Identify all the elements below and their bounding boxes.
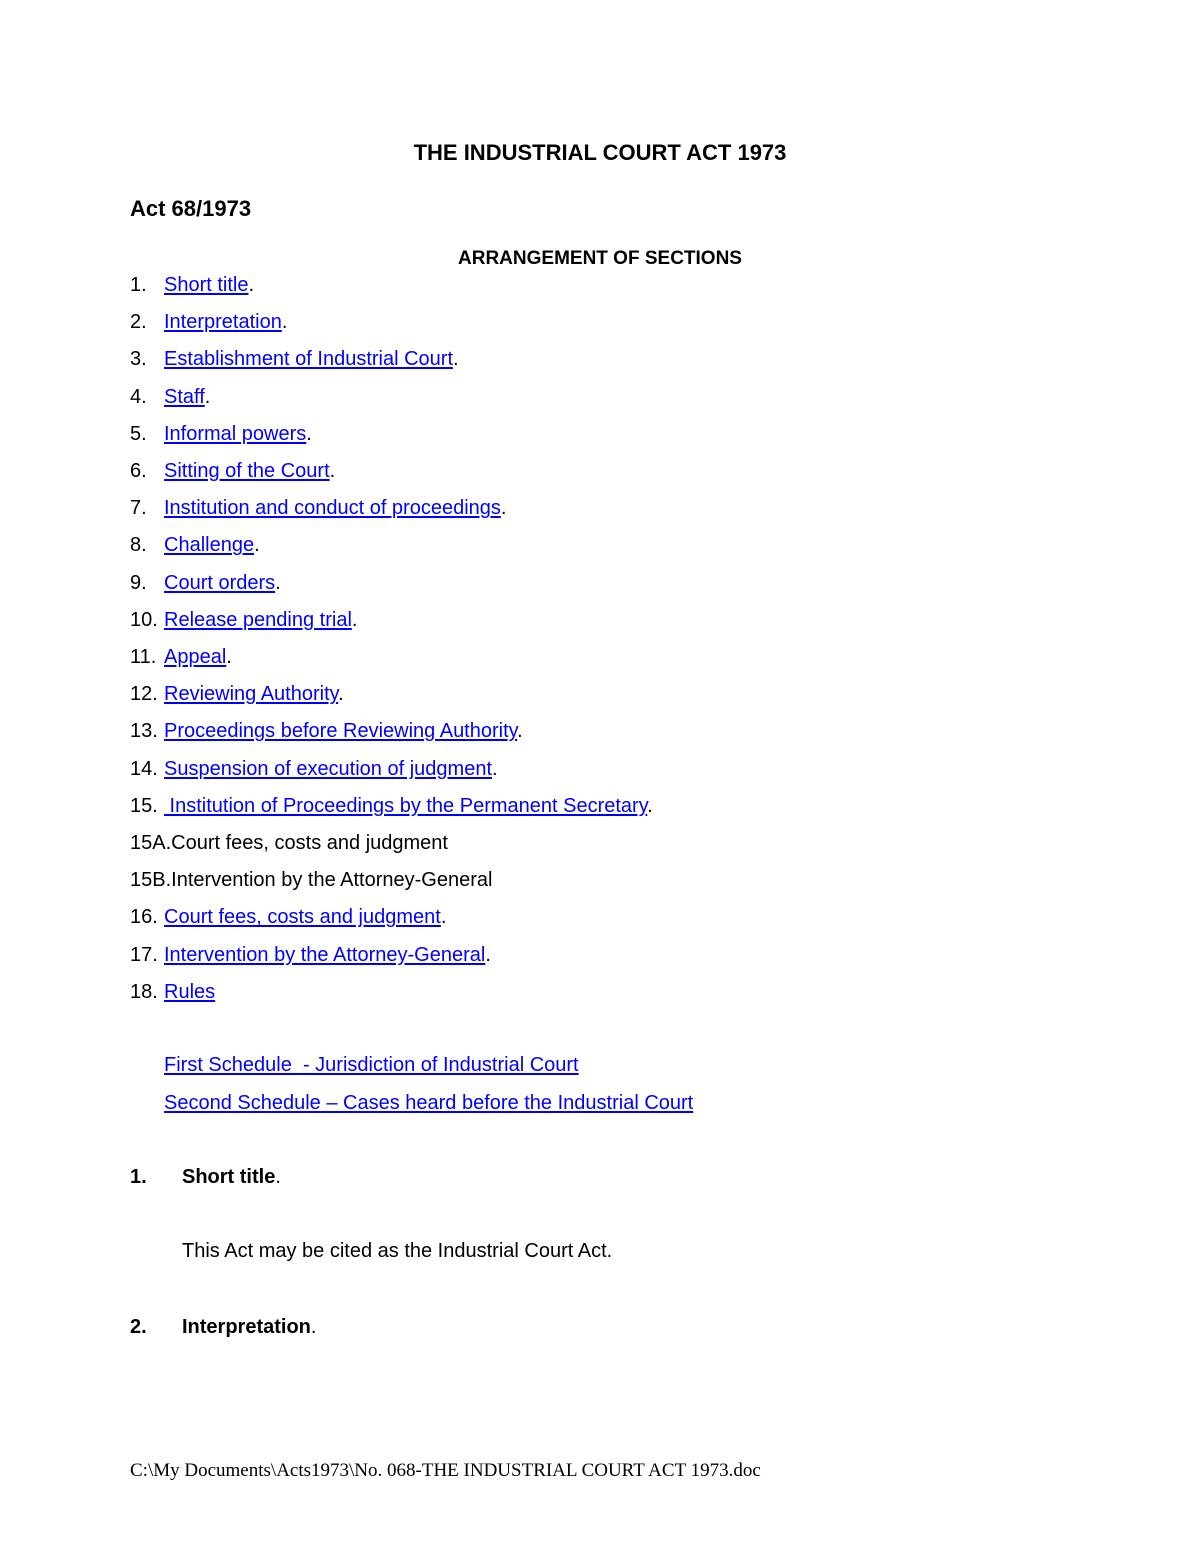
toc-item-suffix: . <box>517 720 523 743</box>
toc-item[interactable] <box>130 904 446 930</box>
toc-item[interactable] <box>130 384 210 410</box>
toc-item-suffix: . <box>306 422 312 445</box>
toc-item-number: 12. <box>130 683 158 706</box>
toc-item-suffix: . <box>440 906 447 929</box>
toc-item-number: 13. <box>130 720 158 743</box>
section-1-number: 1. <box>130 1166 147 1188</box>
section-2-heading <box>182 1316 316 1339</box>
toc-item-link[interactable]: Informal powers <box>164 422 307 445</box>
toc-item[interactable] <box>130 607 357 633</box>
toc-item <box>130 867 492 893</box>
section-2-number: 2. <box>130 1316 147 1338</box>
document-title: THE INDUSTRIAL COURT ACT 1973 <box>413 140 787 165</box>
first-schedule-link[interactable]: First Schedule - Jurisdiction of Industrial Court <box>164 1054 579 1076</box>
act-number: Act 68/1973 <box>130 196 252 221</box>
toc-item[interactable] <box>130 458 335 484</box>
toc-item-label: Intervention by the Attorney-General <box>171 869 493 892</box>
toc-item-suffix: . <box>281 311 288 334</box>
toc-item-suffix: . <box>500 497 507 520</box>
toc-item[interactable] <box>130 495 506 521</box>
toc-item-number: 10. <box>130 608 158 631</box>
toc-item-link[interactable]: Proceedings before Reviewing Authority <box>164 720 518 743</box>
toc-item-link[interactable]: Suspension of execution of judgment <box>164 757 492 780</box>
second-schedule-link[interactable]: Second Schedule – Cases heard before the Industrial Court <box>164 1092 694 1114</box>
toc-item-number: 5. <box>130 422 147 445</box>
toc-item-suffix: . <box>485 943 491 966</box>
toc-item-number: 2. <box>130 311 147 334</box>
footer-file-path: C:\My Documents\Acts1973\No. 068-THE INDUSTRIAL COURT ACT 1973.doc <box>130 1460 761 1481</box>
toc-item[interactable] <box>130 942 491 968</box>
toc-item-link[interactable]: Short title <box>164 274 249 296</box>
toc-item-number: 14. <box>130 757 158 780</box>
toc-item-number: 17. <box>130 943 158 966</box>
toc-item[interactable] <box>130 793 653 819</box>
toc-item-link[interactable]: Intervention by the Attorney-General <box>164 943 486 966</box>
toc-item-number: 8. <box>130 534 147 557</box>
toc-item[interactable] <box>130 532 260 558</box>
toc-item-label: Court fees, costs and judgment <box>171 832 448 854</box>
toc-item-suffix: . <box>329 460 336 482</box>
section-1-heading <box>182 1166 281 1189</box>
toc-item-number: 15A. <box>130 832 172 854</box>
toc-item[interactable] <box>130 718 523 744</box>
toc-item-link[interactable]: Appeal <box>164 646 227 668</box>
toc-item-link[interactable]: Reviewing Authority <box>164 683 339 706</box>
toc-item[interactable] <box>130 346 459 372</box>
toc-item-link[interactable]: Challenge <box>164 534 255 557</box>
toc-item-suffix: . <box>351 608 358 631</box>
toc-item-number: 7. <box>130 497 147 520</box>
toc-item <box>130 830 448 856</box>
toc-item-suffix: . <box>647 794 653 817</box>
toc-item-suffix: . <box>338 683 344 706</box>
toc-item-suffix: . <box>226 646 232 668</box>
toc-item-number: 4. <box>130 385 147 408</box>
toc-item-number: 18. <box>130 980 158 1003</box>
section-1-title: Short title <box>182 1166 276 1188</box>
arrangement-heading: ARRANGEMENT OF SECTIONS <box>458 248 742 269</box>
toc-item[interactable] <box>130 681 344 707</box>
toc-item-number: 11. <box>130 646 157 668</box>
toc-item-number: 16. <box>130 906 158 929</box>
toc-item[interactable] <box>130 570 281 596</box>
toc-item-suffix: . <box>492 757 498 780</box>
toc-item-link[interactable]: Institution and conduct of proceedings <box>164 497 501 520</box>
toc-item-suffix: . <box>204 385 211 408</box>
toc-item[interactable] <box>130 644 232 670</box>
toc-item-number: 6. <box>130 460 147 482</box>
section-2-title-suffix: . <box>310 1316 317 1338</box>
toc-item-number: 9. <box>130 571 147 594</box>
toc-item-link[interactable]: Rules <box>164 980 216 1003</box>
toc-item-number: 1. <box>130 274 147 296</box>
toc-item[interactable] <box>130 309 287 335</box>
toc-item-suffix: . <box>275 571 281 594</box>
toc-item[interactable] <box>130 421 312 447</box>
toc-item-link[interactable]: Staff <box>164 385 205 408</box>
toc-item[interactable] <box>130 272 254 298</box>
toc-item-link[interactable]: Court fees, costs and judgment <box>164 906 441 929</box>
toc-item-suffix: . <box>254 534 260 557</box>
section-1-body: This Act may be cited as the Industrial Court Act. <box>182 1240 613 1262</box>
toc-item[interactable] <box>130 756 498 782</box>
toc-item-suffix: . <box>453 348 459 371</box>
toc-item-link[interactable]: Institution of Proceedings by the Permanent Secretary <box>164 794 648 817</box>
section-2-title: Interpretation <box>182 1316 311 1338</box>
toc-item-number: 15. <box>130 794 158 817</box>
toc-item-link[interactable]: Release pending trial <box>164 608 352 631</box>
toc-item-link[interactable]: Court orders <box>164 571 276 594</box>
toc-item-suffix: . <box>248 274 255 296</box>
toc-item-number: 3. <box>130 348 147 371</box>
toc-item[interactable] <box>130 979 215 1005</box>
section-1-title-suffix: . <box>275 1166 281 1188</box>
toc-item-link[interactable]: Sitting of the Court <box>164 460 330 482</box>
toc-item-link[interactable]: Interpretation <box>164 311 282 334</box>
toc-item-link[interactable]: Establishment of Industrial Court <box>164 348 454 371</box>
toc-item-number: 15B. <box>130 869 172 892</box>
